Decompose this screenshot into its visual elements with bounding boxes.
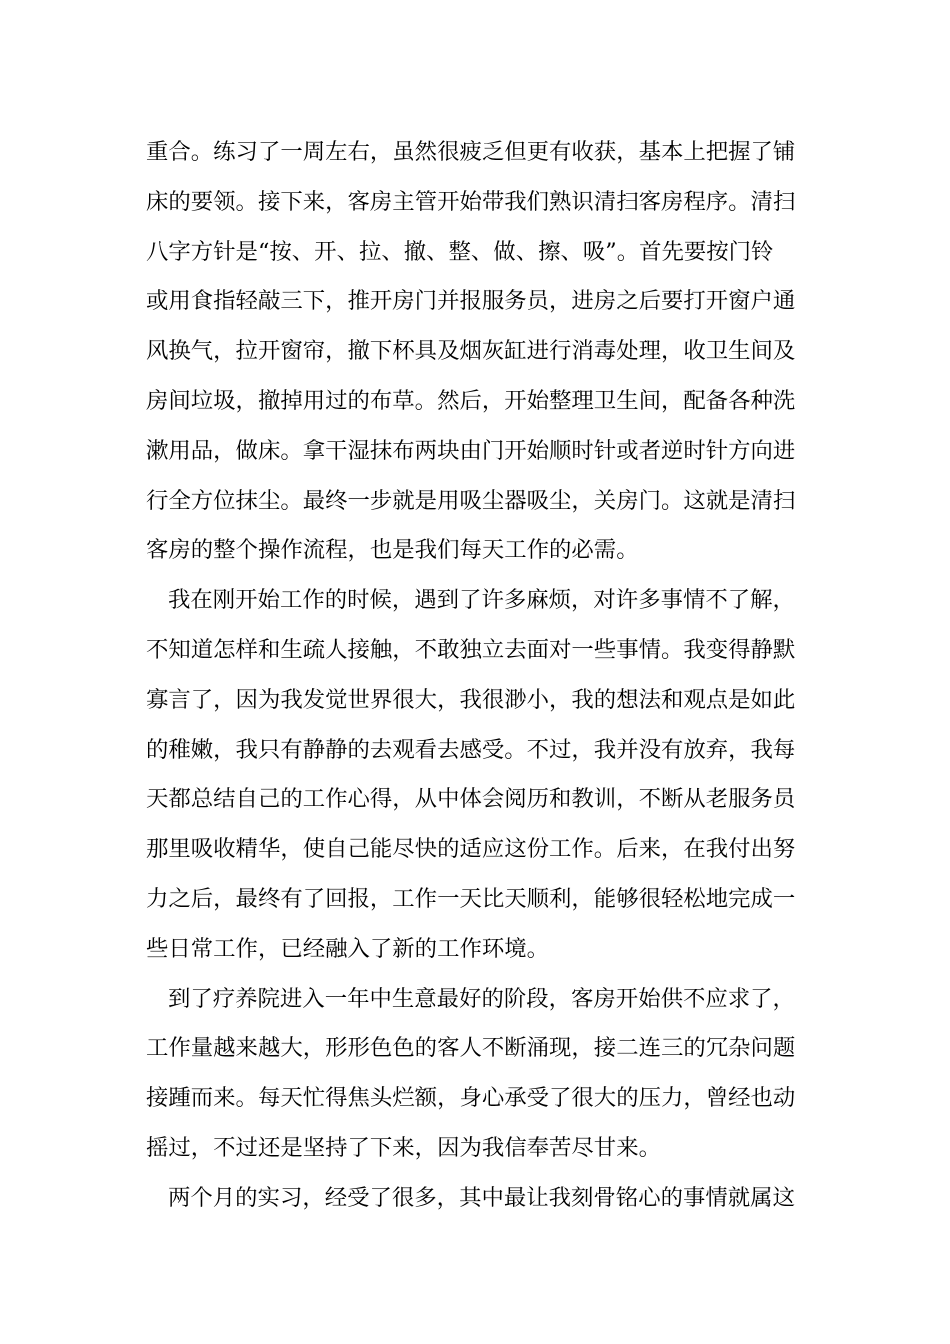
text-line: 床的要领。接下来，客房主管开始带我们熟识清扫客房程序。清扫 [146,188,796,215]
text-line: 风换气，拉开窗帘，撤下杯具及烟灰缸进行消毒处理，收卫生间及 [146,338,796,365]
text-line: 客房的整个操作流程，也是我们每天工作的必需。 [146,537,639,564]
text-line: 寡言了，因为我发觉世界很大，我很渺小，我的想法和观点是如此 [146,686,796,713]
text-line: 那里吸收精华，使自己能尽快的适应这份工作。后来，在我付出努 [146,836,796,863]
text-line: 到了疗养院进入一年中生意最好的阶段，客房开始供不应求了， [168,985,795,1012]
text-line: 重合。练习了一周左右，虽然很疲乏但更有收获，基本上把握了铺 [146,139,796,165]
text-line: 接踵而来。每天忙得焦头烂额，身心承受了很大的压力，曾经也动 [146,1085,796,1112]
body-text [146,128,816,1224]
text-line: 我在刚开始工作的时候，遇到了许多麻烦，对许多事情不了解， [168,587,795,614]
text-line: 行全方位抹尘。最终一步就是用吸尘器吸尘，关房门。这就是清扫 [146,487,796,514]
text-line: 八字方针是“按、开、拉、撤、整、做、擦、吸”。首先要按门铃 [146,238,774,265]
text-line: 的稚嫩，我只有静静的去观看去感受。不过，我并没有放弃，我每 [146,736,796,763]
text-line: 天都总结自己的工作心得，从中体会阅历和教训，不断从老服务员 [146,786,796,813]
text-line: 或用食指轻敲三下，推开房门并报服务员，进房之后要打开窗户通 [146,288,796,315]
text-line: 力之后，最终有了回报，工作一天比天顺利，能够很轻松地完成一 [146,885,796,912]
text-line: 摇过，不过还是坚持了下来，因为我信奉苦尽甘来。 [146,1134,661,1161]
text-line: 房间垃圾，撤掉用过的布草。然后，开始整理卫生间，配备各种洗 [146,387,796,414]
text-line: 不知道怎样和生疏人接触，不敢独立去面对一些事情。我变得静默 [146,636,796,663]
text-line: 漱用品，做床。拿干湿抹布两块由门开始顺时针或者逆时针方向进 [146,437,796,464]
text-line: 些日常工作，已经融入了新的工作环境。 [146,935,550,962]
text-line: 两个月的实习，经受了很多，其中最让我刻骨铭心的事情就属这 [168,1184,795,1211]
text-line: 工作量越来越大，形形色色的客人不断涌现，接二连三的冗杂问题 [146,1035,796,1062]
